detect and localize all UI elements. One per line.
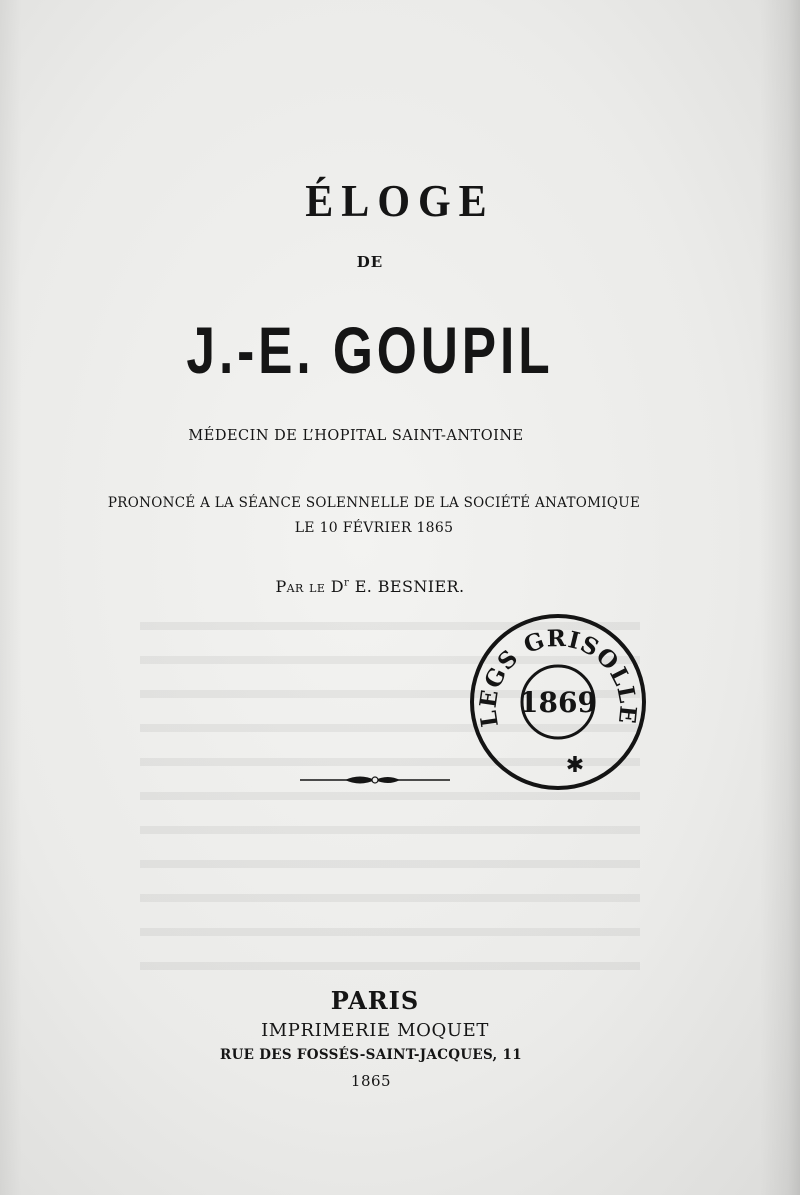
title-connector: DE bbox=[356, 253, 384, 271]
occasion-line-1: PRONONCÉ A LA SÉANCE SOLENNELLE DE LA SOCIÉTÉ ANATOMIQUE bbox=[107, 495, 641, 511]
stamp-asterisk-icon: ✱ bbox=[565, 753, 585, 778]
imprint-address: RUE DES FOSSÉS-SAINT-JACQUES, 11 bbox=[220, 1047, 522, 1063]
subject-name: J.-E. GOUPIL bbox=[186, 313, 554, 387]
imprint-printer: IMPRIMERIE MOQUET bbox=[261, 1020, 489, 1041]
occasion-line-2: LE 10 FÉVRIER 1865 bbox=[294, 520, 454, 536]
subject-role: MÉDECIN DE L’HOPITAL SAINT-ANTOINE bbox=[188, 428, 524, 444]
title-eloge: ÉLOGE bbox=[305, 177, 495, 227]
ornament-divider bbox=[300, 770, 450, 788]
library-stamp bbox=[468, 612, 648, 792]
imprint-year: 1865 bbox=[350, 1072, 392, 1090]
stamp-legend-path: LEGS GRISOLLE bbox=[474, 625, 642, 729]
author-prefix: Par le D bbox=[275, 577, 345, 596]
stamp-year: 1869 bbox=[519, 686, 597, 719]
author-prefix-superscript: r bbox=[344, 577, 350, 589]
imprint-city: PARIS bbox=[330, 986, 420, 1015]
author-line bbox=[0, 577, 740, 596]
author-name: E. BESNIER. bbox=[354, 577, 465, 596]
